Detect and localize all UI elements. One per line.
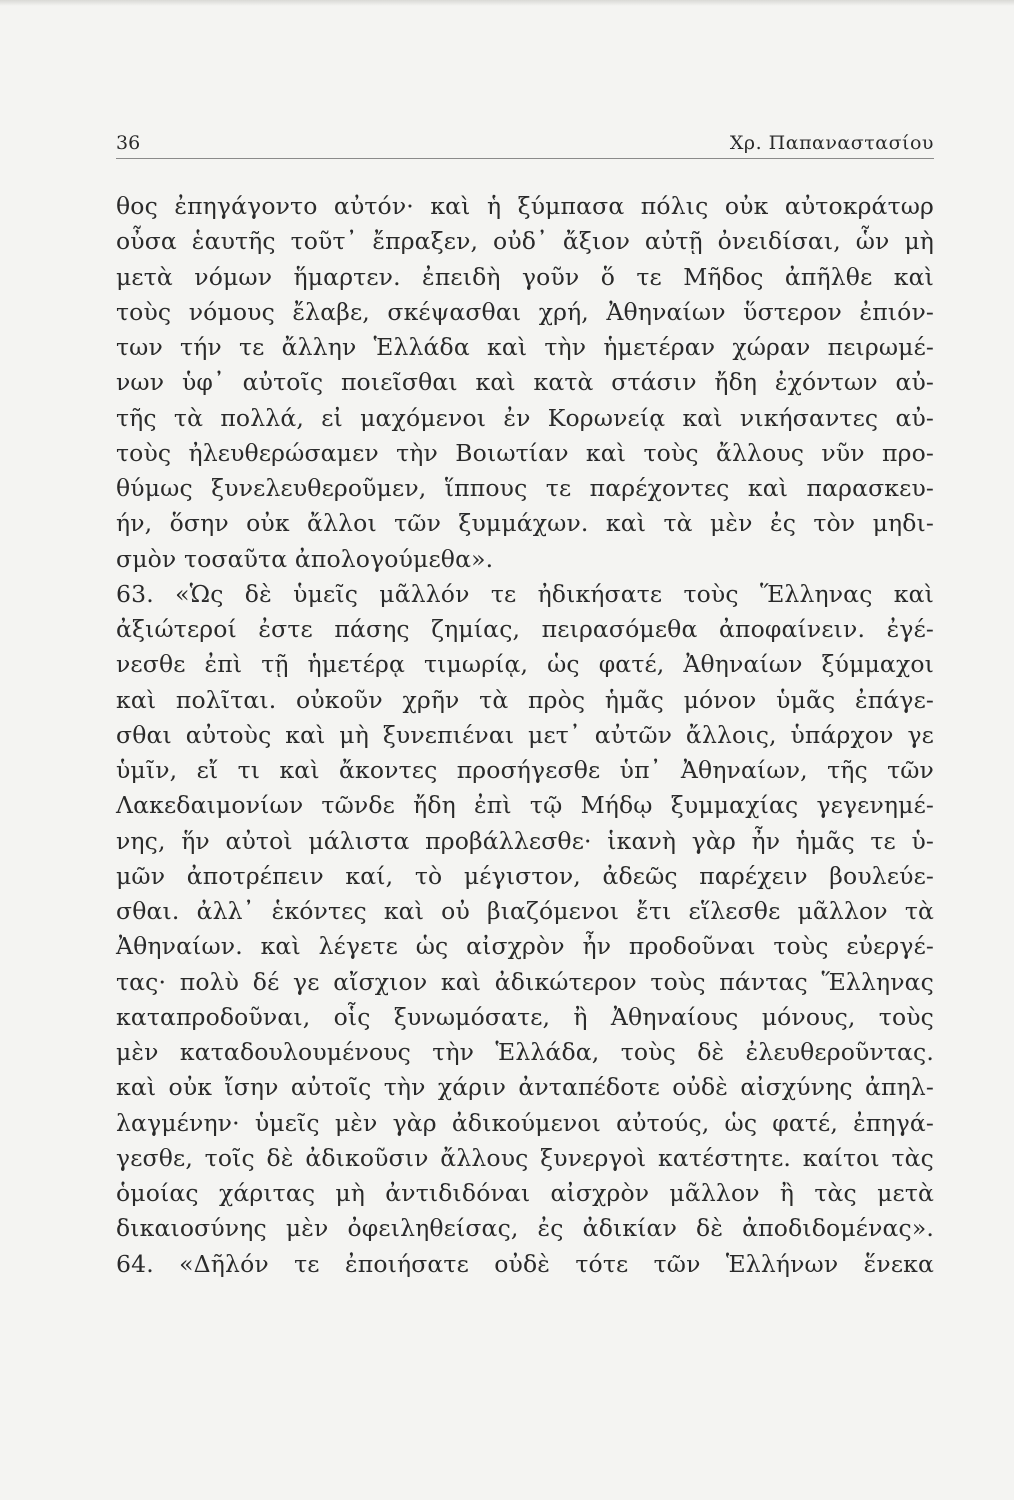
text-line: καὶ πολῖται. οὐκοῦν χρῆν τὰ πρὸς ἡμᾶς μόνον ὑμᾶς ἐπάγε- xyxy=(116,685,934,714)
running-head: Χρ. Παπαναστασίου xyxy=(729,132,934,154)
text-line: ἀξιώτεροί ἐστε πάσης ζημίας, πειρασόμεθα ἀποφαίνειν. ἐγέ- xyxy=(116,615,934,643)
section-64-start: 64. «Δῆλόν τε ἐποιήσατε οὐδὲ τότε τῶν Ἑλλήνων ἕνεκα xyxy=(116,1249,934,1278)
text-line: μετὰ νόμων ἥμαρτεν. ἐπειδὴ γοῦν ὅ τε Μῆδος ἀπῆλθε καὶ xyxy=(116,262,934,291)
text-line: τοὺς ἠλευθερώσαμεν τὴν Βοιωτίαν καὶ τοὺς ἄλλους νῦν προ- xyxy=(116,438,934,467)
text-line: μῶν ἀποτρέπειν καί, τὸ μέγιστον, ἀδεῶς παρέχειν βουλεύε- xyxy=(116,861,934,890)
text-line: τας· πολὺ δέ γε αἴσχιον καὶ ἀδικώτερον τοὺς πάντας Ἕλληνας xyxy=(116,967,934,996)
text-line: καταπροδοῦναι, οἷς ξυνωμόσατε, ἢ Ἀθηναίους μόνους, τοὺς xyxy=(116,1002,934,1031)
text-line: ὁμοίας χάριτας μὴ ἀντιδιδόναι αἰσχρὸν μᾶλλον ἢ τὰς μετὰ xyxy=(116,1179,934,1207)
text-line: νων ὑφ᾽ αὐτοῖς ποιεῖσθαι καὶ κατὰ στάσιν ἤδη ἐχόντων αὐ- xyxy=(116,368,934,397)
text-line: τῆς τὰ πολλά, εἰ μαχόμενοι ἐν Κορωνείᾳ καὶ νικήσαντες αὐ- xyxy=(116,403,934,432)
text-line: τοὺς νόμους ἔλαβε, σκέψασθαι χρή, Ἀθηναίων ὕστερον ἐπιόν- xyxy=(116,297,934,326)
text-line: μὲν καταδουλουμένους τὴν Ἑλλάδα, τοὺς δὲ ἐλευθεροῦντας. xyxy=(116,1038,934,1066)
text-line: οὖσα ἑαυτῆς τοῦτ᾽ ἔπραξεν, οὐδ᾽ ἄξιον αὐτῇ ὀνειδίσαι, ὧν μὴ xyxy=(116,227,934,256)
text-line: ήν, ὅσην οὐκ ἄλλοι τῶν ξυμμάχων. καὶ τὰ μὲν ἐς τὸν μηδι- xyxy=(116,509,934,538)
text-line: λαγμένην· ὑμεῖς μὲν γὰρ ἀδικούμενοι αὐτούς, ὡς φατέ, ἐπηγά- xyxy=(116,1108,934,1137)
page-header xyxy=(116,128,934,160)
text-line: θος ἐπηγάγοντο αὐτόν· καὶ ἡ ξύμπασα πόλις οὐκ αὐτοκράτωρ xyxy=(116,192,934,220)
text-line: σμὸν τοσαῦτα ἀπολογούμεθα». xyxy=(116,544,494,573)
section-63-start: 63. «Ὡς δὲ ὑμεῖς μᾶλλόν τε ἠδικήσατε τοὺς Ἕλληνας καὶ xyxy=(116,579,934,608)
text-line: νης, ἥν αὐτοὶ μάλιστα προβάλλεσθε· ἱκανὴ γὰρ ἦν ἡμᾶς τε ὑ- xyxy=(116,826,934,855)
text-line: δικαιοσύνης μὲν ὀφειληθείσας, ἐς ἀδικίαν δὲ ἀποδιδομένας». xyxy=(116,1214,934,1243)
page-number: 36 xyxy=(116,132,141,154)
text-line: των τήν τε ἄλλην Ἑλλάδα καὶ τὴν ἡμετέραν χώραν πειρωμέ- xyxy=(116,333,934,361)
text-line: καὶ οὐκ ἴσην αὐτοῖς τὴν χάριν ἀνταπέδοτε οὐδὲ αἰσχύνης ἀπηλ- xyxy=(116,1073,934,1102)
text-line: γεσθε, τοῖς δὲ ἀδικοῦσιν ἄλλους ξυνεργοὶ κατέστητε. καίτοι τὰς xyxy=(116,1143,934,1172)
text-line: σθαι αὐτοὺς καὶ μὴ ξυνεπιέναι μετ᾽ αὐτῶν ἄλλοις, ὑπάρχον γε xyxy=(116,720,934,749)
text-line: σθαι. ἀλλ᾽ ἑκόντες καὶ οὐ βιαζόμενοι ἔτι εἵλεσθε μᾶλλον τὰ xyxy=(116,897,934,925)
text-line: Ἀθηναίων. καὶ λέγετε ὡς αἰσχρὸν ἦν προδοῦναι τοὺς εὐεργέ- xyxy=(116,932,934,961)
text-line: Λακεδαιμονίων τῶνδε ἤδη ἐπὶ τῷ Μήδῳ ξυμμαχίας γεγενημέ- xyxy=(116,791,934,820)
text-line: ὑμῖν, εἴ τι καὶ ἄκοντες προσήγεσθε ὑπ᾽ Ἀθηναίων, τῆς τῶν xyxy=(116,756,934,784)
text-line: νεσθε ἐπὶ τῇ ἡμετέρᾳ τιμωρίᾳ, ὡς φατέ, Ἀθηναίων ξύμμαχοι xyxy=(116,650,934,679)
header-rule xyxy=(116,158,934,159)
body-text xyxy=(116,189,934,1282)
page-top-edge xyxy=(0,0,1014,6)
text-line: θύμως ξυνελευθεροῦμεν, ἵππους τε παρέχοντες καὶ παρασκευ- xyxy=(116,474,934,502)
